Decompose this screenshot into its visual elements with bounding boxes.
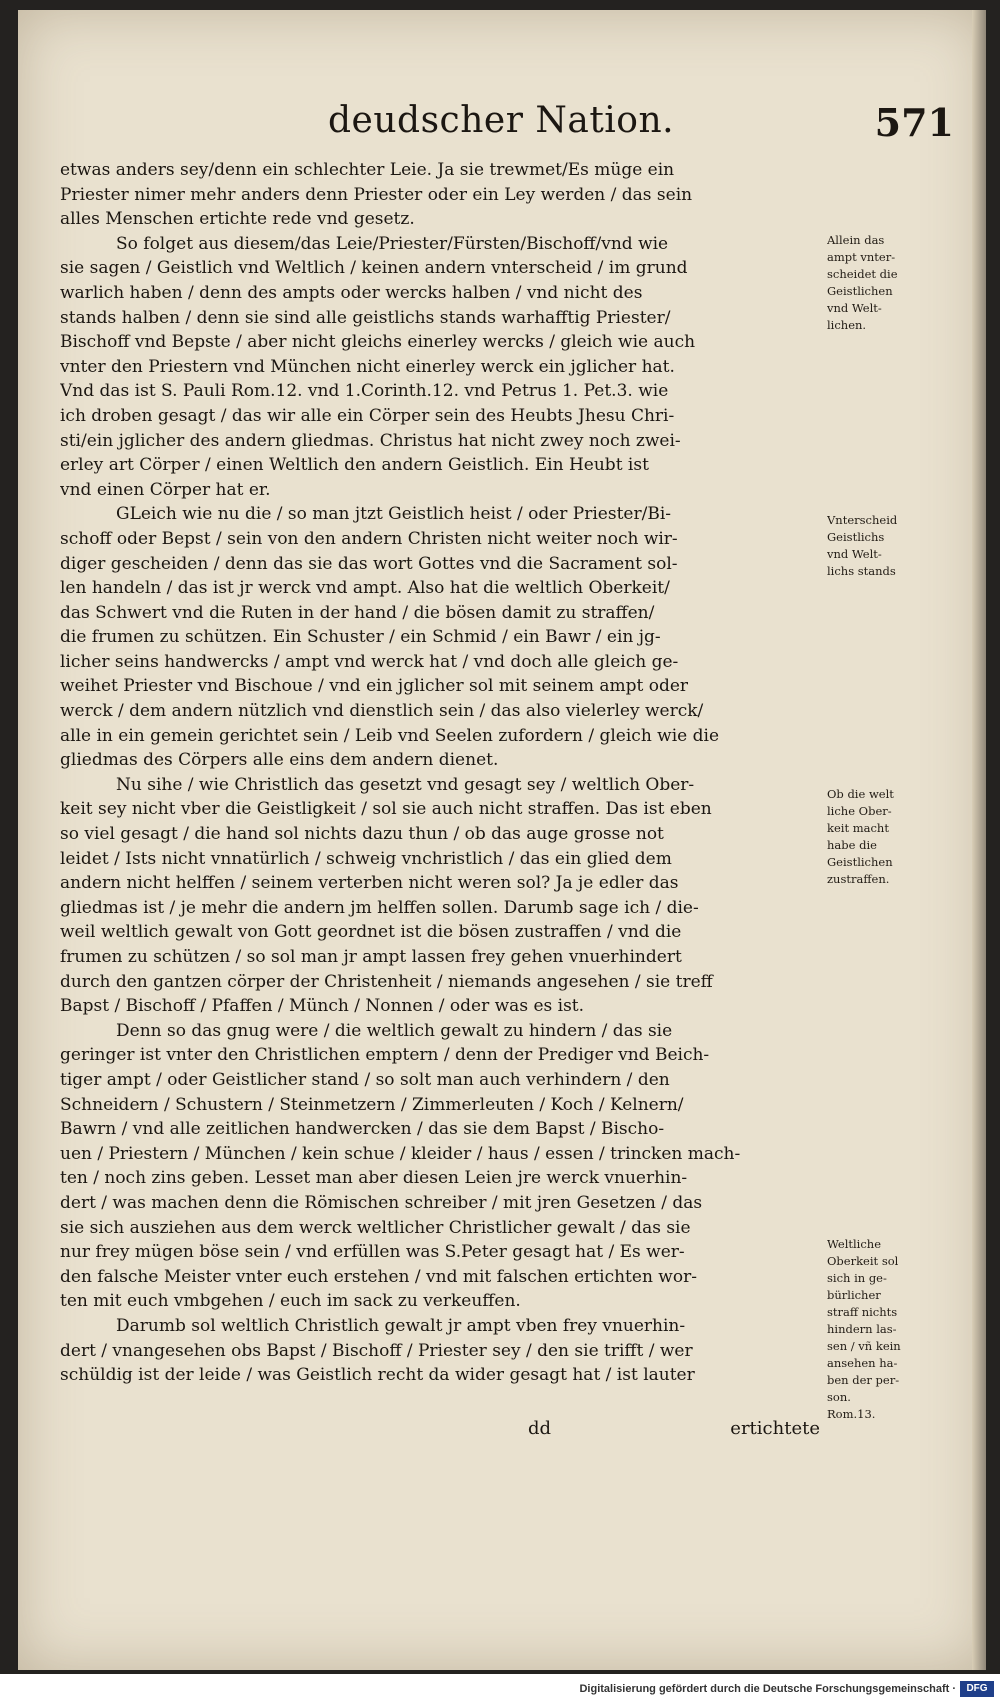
text-line: sie sich ausziehen aus dem werck weltlicher Christlicher gewalt / das sie	[60, 1217, 691, 1238]
body-text	[60, 158, 820, 1388]
text-line: Bapst / Bischoff / Pfaffen / Münch / Nonnen / oder was es ist.	[60, 996, 585, 1017]
text-line: weil weltlich gewalt von Gott geordnet ist die bösen zustraffen / vnd die	[60, 922, 682, 943]
text-line: Schneidern / Schustern / Steinmetzern / Zimmerleuten / Koch / Kelnern/	[60, 1094, 684, 1115]
marginal-note-line: Geistlichen	[827, 855, 893, 869]
text-line: Nu sihe / wie Christlich das gesetzt vnd gesagt sey / weltlich Ober-	[116, 774, 695, 795]
text-line: dert / vnangesehen obs Bapst / Bischoff / Priester sey / den sie trifft / wer	[60, 1340, 693, 1361]
marginal-note-line: ben der per-	[827, 1373, 900, 1387]
marginal-note-line: straff nichts	[827, 1305, 898, 1319]
text-line: keit sey nicht vber die Geistligkeit / sol sie auch nicht straffen. Das ist eben	[60, 799, 712, 820]
footer-bar	[0, 1674, 1000, 1706]
marginal-note-line: Vnterscheid	[827, 513, 898, 527]
text-line: vnd einen Cörper hat er.	[60, 479, 271, 500]
marginal-note-line: keit macht	[827, 821, 889, 835]
text-line: licher seins handwercks / ampt vnd werck hat / vnd doch alle gleich ge-	[60, 651, 679, 672]
text-line: sti/ein jglicher des andern gliedmas. Christus hat nicht zwey noch zwei-	[60, 430, 681, 451]
marginal-note-line: ansehen ha-	[827, 1356, 898, 1370]
marginal-note-line: Ob die welt	[827, 787, 894, 801]
marginal-note-line: vnd Welt-	[827, 301, 882, 315]
text-line: gliedmas des Cörpers alle eins dem andern dienet.	[60, 750, 499, 771]
dfg-logo: DFG	[960, 1681, 994, 1697]
text-line: Priester nimer mehr anders denn Priester oder ein Ley werden / das sein	[60, 184, 693, 205]
marginal-note-line: Rom.13.	[827, 1407, 876, 1421]
page-header	[60, 100, 960, 156]
text-line: uen / Priestern / München / kein schue / kleider / haus / essen / trincken mach-	[60, 1143, 741, 1164]
marginal-note-line: ampt vnter-	[827, 250, 896, 264]
text-line: dert / was machen denn die Römischen schreiber / mit jren Gesetzen / das	[60, 1192, 703, 1213]
marginal-note-3	[827, 786, 923, 888]
marginal-note-line: Oberkeit sol	[827, 1254, 899, 1268]
marginal-note-line: Weltliche	[827, 1237, 881, 1251]
text-line: geringer ist vnter den Christlichen emptern / denn der Prediger vnd Beich-	[60, 1045, 710, 1066]
text-line: etwas anders sey/denn ein schlechter Leie. Ja sie trewmet/Es müge ein	[60, 160, 675, 180]
text-line: durch den gantzen cörper der Christenheit / niemands angesehen / sie treff	[60, 971, 713, 992]
text-line: Vnd das ist S. Pauli Rom.12. vnd 1.Corinth.12. vnd Petrus 1. Pet.3. wie	[60, 381, 669, 402]
text-line: Bawrn / vnd alle zeitlichen handwercken / das sie dem Bapst / Bischo-	[60, 1119, 665, 1140]
catchword: ertichtete	[730, 1418, 820, 1439]
catchword-row	[60, 1418, 820, 1448]
text-line: diger gescheiden / denn das sie das wort Gottes vnd die Sacrament sol-	[60, 553, 678, 574]
text-line: die frumen zu schützen. Ein Schuster / ein Schmid / ein Bawr / ein jg-	[60, 627, 661, 648]
marginal-note-line: lichen.	[827, 318, 867, 332]
text-line: den falsche Meister vnter euch erstehen / vnd mit falschen ertichten wor-	[60, 1266, 697, 1287]
marginal-note-line: sen / vñ kein	[827, 1339, 901, 1353]
text-line: andern nicht helffen / seinem verterben nicht weren sol? Ja je edler das	[60, 873, 679, 894]
marginal-note-line: hindern las-	[827, 1322, 897, 1336]
marginal-note-line: scheidet die	[827, 267, 898, 281]
text-line: stands halben / denn sie sind alle geistlichs stands warhafftig Priester/	[60, 307, 671, 328]
signature-mark: dd	[528, 1418, 552, 1439]
marginal-note-line: bürlicher	[827, 1288, 881, 1302]
text-line: weihet Priester vnd Bischoue / vnd ein jglicher sol mit seinem ampt oder	[60, 676, 689, 697]
text-line: len handeln / das ist jr werck vnd ampt. Also hat die weltlich Oberkeit/	[60, 578, 670, 599]
text-line: warlich haben / denn des ampts oder wercks halben / vnd nicht des	[60, 282, 643, 303]
page-number: 571	[874, 100, 954, 145]
marginal-note-line: zustraffen.	[827, 872, 890, 886]
text-line: leidet / Ists nicht vnnatürlich / schweig vnchristlich / das ein glied dem	[60, 848, 672, 869]
text-line: das Schwert vnd die Ruten in der hand / die bösen damit zu straffen/	[60, 602, 655, 623]
running-title: deudscher Nation.	[328, 100, 675, 141]
text-line: GLeich wie nu die / so man jtzt Geistlich heist / oder Priester/Bi-	[116, 504, 672, 525]
marginal-note-line: vnd Welt-	[827, 547, 882, 561]
marginal-note-1	[827, 232, 923, 334]
text-line: sie sagen / Geistlich vnd Weltlich / keinen andern vnterscheid / im grund	[60, 258, 688, 279]
page-edge	[972, 10, 986, 1670]
text-line: ten mit euch vmbgehen / euch im sack zu verkeuffen.	[60, 1291, 521, 1312]
marginal-note-line: Allein das	[827, 233, 885, 247]
footer-credit: Digitalisierung gefördert durch die Deutsche Forschungsgemeinschaft ·	[579, 1683, 956, 1695]
marginal-note-line: habe die	[827, 838, 877, 852]
text-line: gliedmas ist / je mehr die andern jm helffen sollen. Darumb sage ich / die-	[60, 897, 699, 918]
marginal-note-line: son.	[827, 1390, 851, 1404]
text-line: so viel gesagt / die hand sol nichts dazu thun / ob das auge grosse not	[60, 824, 664, 845]
text-line: Bischoff vnd Bepste / aber nicht gleichs einerley wercks / gleich wie auch	[60, 332, 696, 353]
text-line: So folget aus diesem/das Leie/Priester/Fürsten/Bischoff/vnd wie	[116, 233, 669, 254]
text-line: ten / noch zins geben. Lesset man aber diesen Leien jre werck vnuerhin-	[60, 1168, 688, 1189]
text-line: tiger ampt / oder Geistlicher stand / so solt man auch verhindern / den	[60, 1069, 670, 1090]
text-line: alles Menschen ertichte rede vnd gesetz.	[60, 209, 415, 230]
text-line: alle in ein gemein gerichtet sein / Leib vnd Seelen zufordern / gleich wie die	[60, 725, 719, 746]
marginal-note-line: Geistlichen	[827, 284, 893, 298]
text-line: schoff oder Bepst / sein von den andern Christen nicht weiter noch wir-	[60, 528, 678, 549]
text-line: werck / dem andern nützlich vnd dienstlich sein / das also vielerley werck/	[60, 701, 704, 722]
marginal-note-2	[827, 512, 923, 580]
text-line: vnter den Priestern vnd München nicht einerley werck ein jglicher hat.	[60, 356, 675, 377]
text-line: nur frey mügen böse sein / vnd erfüllen was S.Peter gesagt hat / Es wer-	[60, 1242, 685, 1263]
text-line: frumen zu schützen / so sol man jr ampt lassen frey gehen vnuerhindert	[60, 947, 682, 967]
text-line: Darumb sol weltlich Christlich gewalt jr ampt vben frey vnuerhin-	[116, 1315, 686, 1336]
marginal-note-4	[827, 1236, 923, 1423]
marginal-note-line: lichs stands	[827, 564, 896, 578]
text-line: Denn so das gnug were / die weltlich gewalt zu hindern / das sie	[116, 1020, 673, 1041]
marginal-note-line: sich in ge-	[827, 1271, 887, 1285]
text-line: erley art Cörper / einen Weltlich den andern Geistlich. Ein Heubt ist	[60, 455, 649, 476]
marginal-note-line: liche Ober-	[827, 804, 892, 818]
text-line: ich droben gesagt / das wir alle ein Cörper sein des Heubts Jhesu Chri-	[60, 405, 675, 426]
text-line: schüldig ist der leide / was Geistlich recht da wider gesagt hat / ist lauter	[60, 1365, 695, 1386]
marginal-note-line: Geistlichs	[827, 530, 885, 544]
